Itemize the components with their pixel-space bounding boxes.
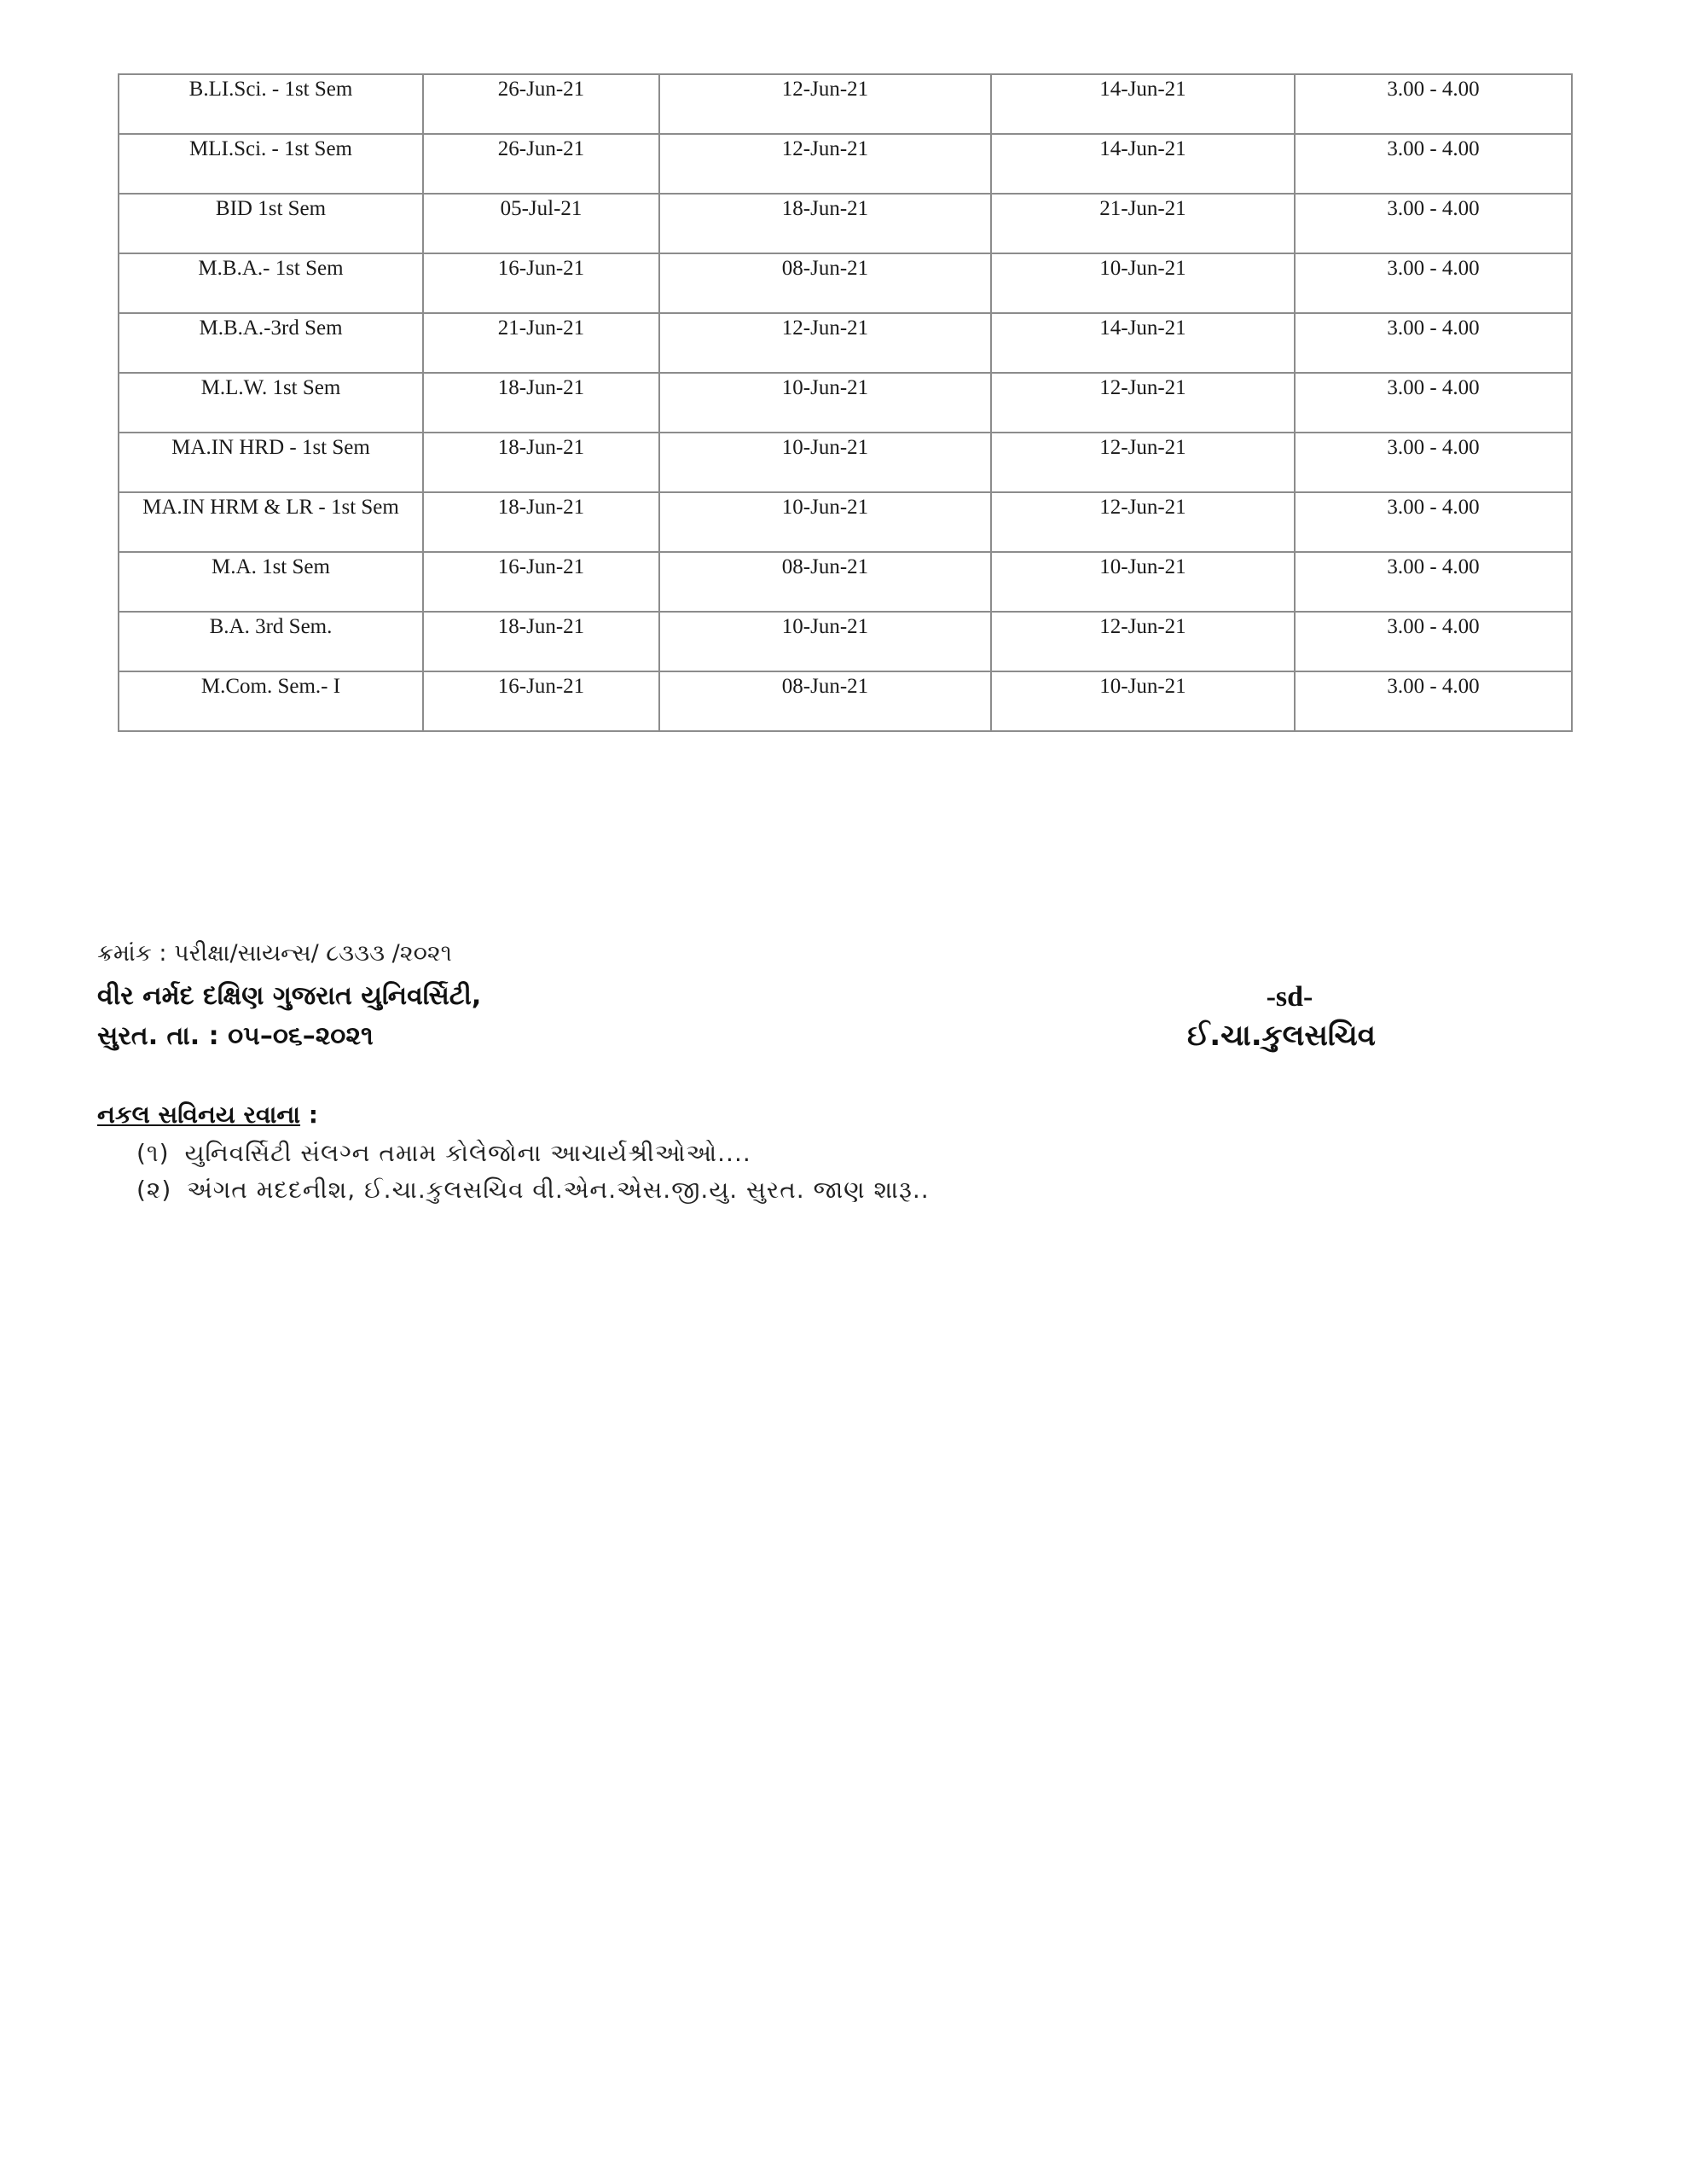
copy-to-heading-label: નકલ સવિનય રવાના: [97, 1101, 301, 1129]
copy-to-item-text: યુનિવર્સિટી સંલગ્ન તમામ કોલેજોના આચાર્યશ્રીઓઓ....: [184, 1139, 751, 1167]
exam-date-cell: 16-Jun-21: [423, 552, 659, 612]
exam-date-cell: 18-Jun-21: [423, 492, 659, 552]
date-cell-b: 14-Jun-21: [991, 74, 1295, 134]
course-cell: B.A. 3rd Sem.: [119, 612, 423, 671]
signature-mark: -sd-: [1266, 981, 1313, 1013]
table-row: [119, 253, 1572, 313]
date-cell-b: 21-Jun-21: [991, 194, 1295, 253]
exam-date-cell: 05-Jul-21: [423, 194, 659, 253]
date-cell-a: 18-Jun-21: [659, 194, 991, 253]
exam-schedule-table: [118, 73, 1573, 732]
exam-date-cell: 26-Jun-21: [423, 134, 659, 194]
table-row: [119, 671, 1572, 731]
copy-to-item-text: અંગત મદદનીશ, ઈ.ચા.કુલસચિવ વી.એન.એસ.જી.યુ. સુરત. જાણ શારૂ..: [187, 1176, 930, 1204]
time-cell: 3.00 - 4.00: [1295, 373, 1572, 433]
exam-date-cell: 16-Jun-21: [423, 671, 659, 731]
time-cell: 3.00 - 4.00: [1295, 194, 1572, 253]
copy-to-heading: [97, 1101, 318, 1130]
date-cell-b: 12-Jun-21: [991, 433, 1295, 492]
date-cell-a: 08-Jun-21: [659, 253, 991, 313]
table-row: [119, 134, 1572, 194]
course-cell: M.L.W. 1st Sem: [119, 373, 423, 433]
time-cell: 3.00 - 4.00: [1295, 552, 1572, 612]
date-cell-a: 10-Jun-21: [659, 373, 991, 433]
exam-date-cell: 18-Jun-21: [423, 373, 659, 433]
course-cell: MA.IN HRD - 1st Sem: [119, 433, 423, 492]
date-cell-b: 12-Jun-21: [991, 373, 1295, 433]
copy-to-item-number: (૧): [136, 1139, 170, 1167]
exam-date-cell: 16-Jun-21: [423, 253, 659, 313]
date-cell-b: 14-Jun-21: [991, 134, 1295, 194]
copy-to-item-number: (૨): [136, 1176, 172, 1204]
course-cell: BID 1st Sem: [119, 194, 423, 253]
date-cell-a: 08-Jun-21: [659, 552, 991, 612]
date-cell-b: 14-Jun-21: [991, 313, 1295, 373]
copy-to-item: [136, 1176, 930, 1205]
date-cell-a: 10-Jun-21: [659, 433, 991, 492]
date-cell-a: 10-Jun-21: [659, 492, 991, 552]
registrar-designation: ઈ.ચા.કુલસચિવ: [1187, 1019, 1376, 1053]
time-cell: 3.00 - 4.00: [1295, 612, 1572, 671]
time-cell: 3.00 - 4.00: [1295, 74, 1572, 134]
course-cell: M.B.A.-3rd Sem: [119, 313, 423, 373]
table-row: [119, 74, 1572, 134]
course-cell: M.Com. Sem.- I: [119, 671, 423, 731]
date-cell-b: 10-Jun-21: [991, 552, 1295, 612]
table-row: [119, 492, 1572, 552]
time-cell: 3.00 - 4.00: [1295, 671, 1572, 731]
reference-number: ક્રમાંક : પરીક્ષા/સાયન્સ/ ૮૩૩૩ /૨૦૨૧: [97, 940, 452, 967]
time-cell: 3.00 - 4.00: [1295, 134, 1572, 194]
table-row: [119, 433, 1572, 492]
date-cell-a: 12-Jun-21: [659, 74, 991, 134]
table-row: [119, 373, 1572, 433]
table-row: [119, 552, 1572, 612]
exam-date-cell: 26-Jun-21: [423, 74, 659, 134]
issue-date: સુરત. તા. : ૦૫–૦૬–૨૦૨૧: [97, 1021, 374, 1051]
date-cell-b: 10-Jun-21: [991, 253, 1295, 313]
course-cell: MLI.Sci. - 1st Sem: [119, 134, 423, 194]
date-cell-b: 10-Jun-21: [991, 671, 1295, 731]
date-cell-a: 12-Jun-21: [659, 313, 991, 373]
copy-to-item: [136, 1139, 751, 1168]
copy-to-heading-colon: :: [300, 1101, 318, 1129]
time-cell: 3.00 - 4.00: [1295, 313, 1572, 373]
exam-schedule-body: [119, 74, 1572, 731]
time-cell: 3.00 - 4.00: [1295, 492, 1572, 552]
exam-date-cell: 18-Jun-21: [423, 612, 659, 671]
table-row: [119, 313, 1572, 373]
date-cell-b: 12-Jun-21: [991, 612, 1295, 671]
course-cell: M.A. 1st Sem: [119, 552, 423, 612]
date-cell-a: 10-Jun-21: [659, 612, 991, 671]
exam-date-cell: 18-Jun-21: [423, 433, 659, 492]
date-cell-a: 12-Jun-21: [659, 134, 991, 194]
university-name: વીર નર્મદ દક્ષિણ ગુજરાત યુનિવર્સિટી,: [97, 981, 482, 1011]
date-cell-b: 12-Jun-21: [991, 492, 1295, 552]
table-row: [119, 612, 1572, 671]
course-cell: M.B.A.- 1st Sem: [119, 253, 423, 313]
time-cell: 3.00 - 4.00: [1295, 433, 1572, 492]
course-cell: B.LI.Sci. - 1st Sem: [119, 74, 423, 134]
exam-date-cell: 21-Jun-21: [423, 313, 659, 373]
course-cell: MA.IN HRM & LR - 1st Sem: [119, 492, 423, 552]
date-cell-a: 08-Jun-21: [659, 671, 991, 731]
time-cell: 3.00 - 4.00: [1295, 253, 1572, 313]
table-row: [119, 194, 1572, 253]
